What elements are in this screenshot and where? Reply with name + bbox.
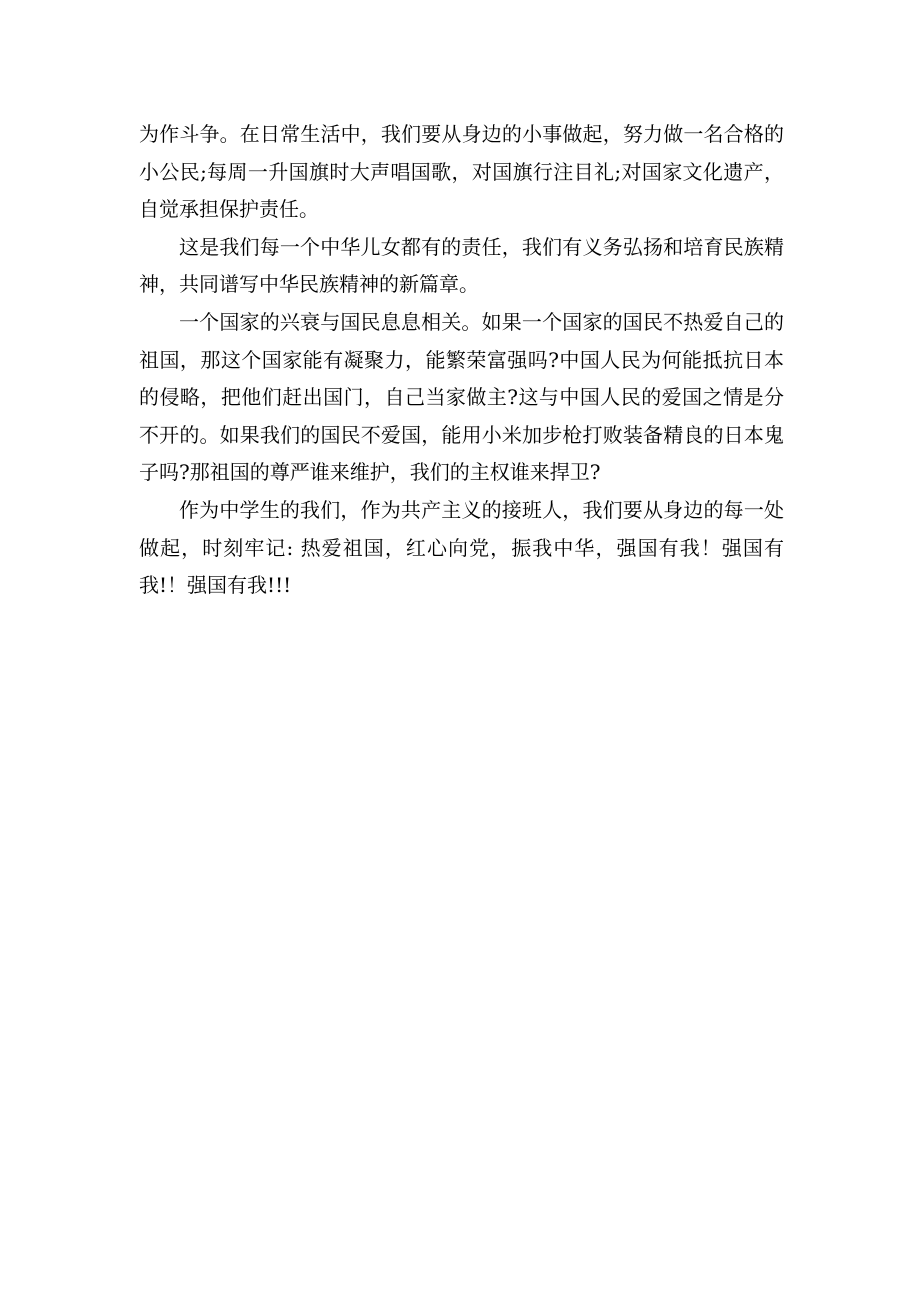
document-page	[139, 116, 784, 605]
paragraph-1: 为作斗争。在日常生活中，我们要从身边的小事做起，努力做一名合格的小公民;每周一升国旗时大声唱国歌，对国旗行注目礼;对国家文化遗产，自觉承担保护责任。	[139, 122, 784, 222]
paragraph-4: 作为中学生的我们，作为共产主义的接班人，我们要从身边的每一处做起，时刻牢记: 热爱祖国，红心向党，振我中华，强国有我！强国有我!！强国有我!!!	[139, 497, 784, 598]
paragraph-2: 这是我们每一个中华儿女都有的责任，我们有义务弘扬和培育民族精神，共同谱写中华民族精神的新篇章。	[139, 234, 784, 297]
paragraph-3: 一个国家的兴衰与国民息息相关。如果一个国家的国民不热爱自己的祖国，那这个国家能有凝聚力，能繁荣富强吗?中国人民为何能抵抗日本的侵略，把他们赶出国门，自己当家做主?这与中国人民的爱国之情是分不开的。如果我们的国民不爱国，能用小米加步枪打败装备精良的日本鬼子吗?那祖国的尊严谁来维护，我们的主权谁来捍卫?	[139, 309, 784, 485]
